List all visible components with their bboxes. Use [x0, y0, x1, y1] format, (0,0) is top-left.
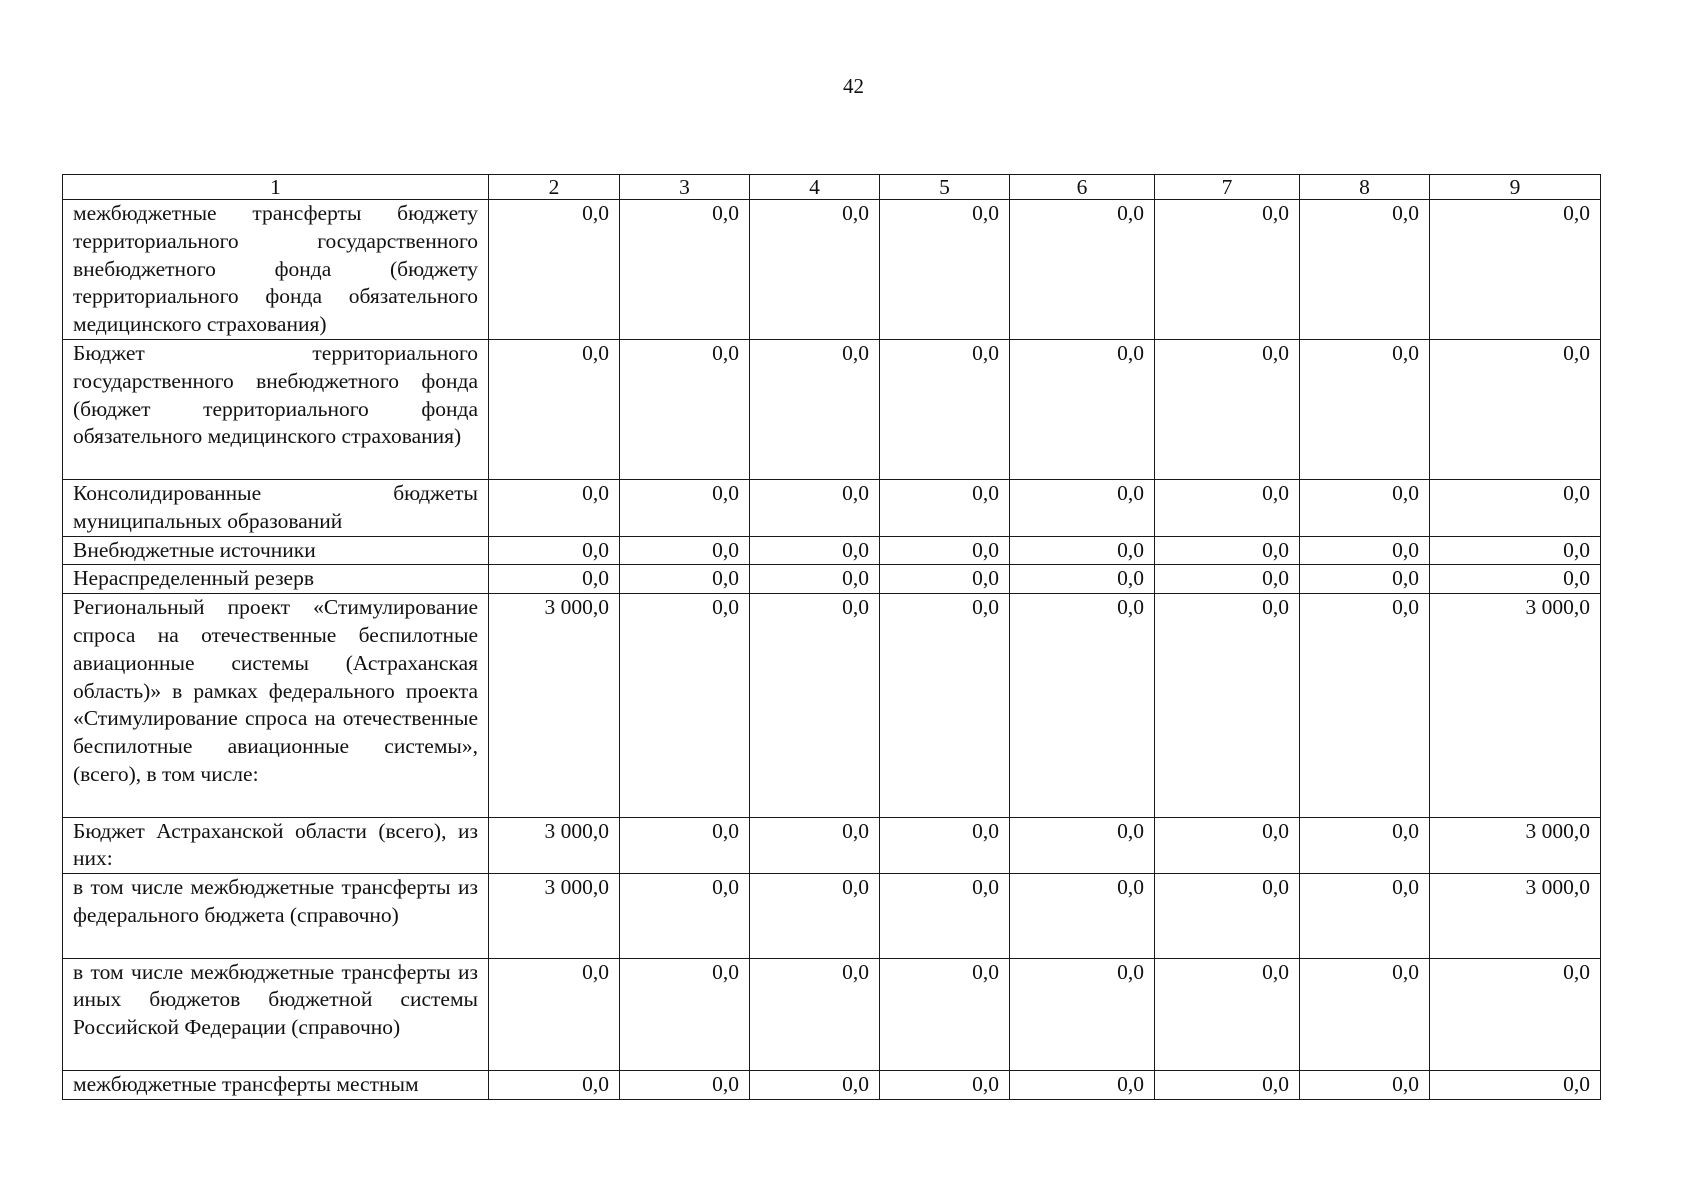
row-value: 0,0 [620, 817, 750, 874]
row-value: 0,0 [1010, 1070, 1155, 1099]
row-label: Внебюджетные источники [63, 536, 489, 565]
row-value: 0,0 [1155, 536, 1300, 565]
row-value: 0,0 [1300, 1070, 1430, 1099]
row-value: 0,0 [1155, 817, 1300, 874]
row-value: 0,0 [620, 480, 750, 537]
row-label: Консолидированные бюджеты муниципальных образований [63, 480, 489, 537]
table-row [63, 340, 1601, 480]
row-value: 0,0 [1430, 958, 1601, 1070]
row-value: 0,0 [620, 340, 750, 480]
row-value: 0,0 [880, 480, 1010, 537]
row-value: 0,0 [1010, 480, 1155, 537]
column-number: 9 [1430, 175, 1601, 200]
row-value: 0,0 [620, 594, 750, 817]
row-value: 0,0 [880, 958, 1010, 1070]
row-value: 0,0 [489, 536, 620, 565]
row-value: 0,0 [1155, 480, 1300, 537]
table-row [63, 200, 1601, 340]
row-value: 0,0 [1300, 594, 1430, 817]
row-value: 3 000,0 [489, 874, 620, 958]
row-value: 0,0 [880, 594, 1010, 817]
row-value: 0,0 [1430, 536, 1601, 565]
row-value: 0,0 [880, 200, 1010, 340]
row-value: 0,0 [880, 817, 1010, 874]
row-value: 0,0 [750, 958, 880, 1070]
row-value: 0,0 [620, 536, 750, 565]
row-label: в том числе межбюджетные трансферты из иных бюджетов бюджетной системы Российской Федерации (справочно) [63, 958, 489, 1070]
row-value: 0,0 [1010, 200, 1155, 340]
row-value: 0,0 [1300, 480, 1430, 537]
row-value: 0,0 [1010, 817, 1155, 874]
column-number: 6 [1010, 175, 1155, 200]
row-value: 0,0 [620, 1070, 750, 1099]
row-value: 0,0 [489, 565, 620, 594]
row-value: 3 000,0 [489, 594, 620, 817]
table-row [63, 594, 1601, 817]
row-value: 0,0 [1300, 200, 1430, 340]
table-row [63, 958, 1601, 1070]
row-value: 0,0 [1155, 200, 1300, 340]
row-label: межбюджетные трансферты местным [63, 1070, 489, 1099]
row-value: 3 000,0 [1430, 817, 1601, 874]
row-value: 0,0 [1300, 565, 1430, 594]
column-number: 5 [880, 175, 1010, 200]
row-value: 0,0 [489, 958, 620, 1070]
row-value: 0,0 [1010, 536, 1155, 565]
row-value: 0,0 [489, 200, 620, 340]
column-number: 4 [750, 175, 880, 200]
row-value: 0,0 [1155, 958, 1300, 1070]
row-value: 0,0 [1300, 536, 1430, 565]
row-value: 0,0 [1010, 594, 1155, 817]
table-row [63, 480, 1601, 537]
row-value: 0,0 [750, 340, 880, 480]
row-label: Нераспределенный резерв [63, 565, 489, 594]
row-value: 0,0 [620, 958, 750, 1070]
row-value: 0,0 [1430, 340, 1601, 480]
row-label: Бюджет территориального государственного внебюджетного фонда (бюджет территориального фонда обязательного медицинского страхования) [63, 340, 489, 480]
row-value: 0,0 [750, 565, 880, 594]
row-value: 0,0 [880, 874, 1010, 958]
table-row [63, 565, 1601, 594]
row-value: 0,0 [1010, 565, 1155, 594]
row-value: 0,0 [750, 1070, 880, 1099]
row-value: 0,0 [1300, 958, 1430, 1070]
row-value: 0,0 [880, 565, 1010, 594]
row-value: 0,0 [880, 340, 1010, 480]
column-number: 1 [63, 175, 489, 200]
column-number-row [63, 175, 1601, 200]
row-value: 0,0 [489, 480, 620, 537]
row-value: 0,0 [620, 200, 750, 340]
row-label: Региональный проект «Стимулирование спроса на отечественные беспилотные авиационные системы (Астраханская область)» в рамках федерального проекта «Стимулирование спроса на отечественные беспилотные авиационные системы», (всего), в том числе: [63, 594, 489, 817]
row-value: 0,0 [1430, 200, 1601, 340]
table-row [63, 1070, 1601, 1099]
column-number: 2 [489, 175, 620, 200]
row-value: 0,0 [1010, 874, 1155, 958]
column-number: 8 [1300, 175, 1430, 200]
page-number: 42 [843, 74, 864, 98]
row-value: 0,0 [750, 480, 880, 537]
row-value: 0,0 [750, 536, 880, 565]
row-value: 0,0 [880, 536, 1010, 565]
row-value: 3 000,0 [1430, 594, 1601, 817]
row-value: 0,0 [1430, 565, 1601, 594]
row-value: 0,0 [1010, 340, 1155, 480]
row-value: 0,0 [1430, 480, 1601, 537]
row-label: Бюджет Астраханской области (всего), из них: [63, 817, 489, 874]
table-row [63, 536, 1601, 565]
row-value: 0,0 [750, 817, 880, 874]
row-value: 0,0 [750, 594, 880, 817]
row-label: в том числе межбюджетные трансферты из федерального бюджета (справочно) [63, 874, 489, 958]
row-value: 0,0 [1300, 817, 1430, 874]
row-value: 0,0 [1300, 874, 1430, 958]
row-value: 0,0 [1155, 340, 1300, 480]
row-value: 0,0 [620, 874, 750, 958]
row-value: 0,0 [1010, 958, 1155, 1070]
row-label: межбюджетные трансферты бюджету территориального государственного внебюджетного фонда (бюджету территориального фонда обязательного медицинского страхования) [63, 200, 489, 340]
table-row [63, 874, 1601, 958]
row-value: 0,0 [1155, 874, 1300, 958]
row-value: 0,0 [1155, 594, 1300, 817]
row-value: 0,0 [1300, 340, 1430, 480]
row-value: 0,0 [620, 565, 750, 594]
budget-table [62, 174, 1601, 1100]
row-value: 0,0 [750, 200, 880, 340]
row-value: 3 000,0 [1430, 874, 1601, 958]
row-value: 0,0 [1430, 1070, 1601, 1099]
row-value: 0,0 [1155, 1070, 1300, 1099]
table-row [63, 817, 1601, 874]
row-value: 0,0 [750, 874, 880, 958]
row-value: 0,0 [1155, 565, 1300, 594]
column-number: 3 [620, 175, 750, 200]
row-value: 0,0 [880, 1070, 1010, 1099]
row-value: 0,0 [489, 340, 620, 480]
column-number: 7 [1155, 175, 1300, 200]
row-value: 3 000,0 [489, 817, 620, 874]
row-value: 0,0 [489, 1070, 620, 1099]
